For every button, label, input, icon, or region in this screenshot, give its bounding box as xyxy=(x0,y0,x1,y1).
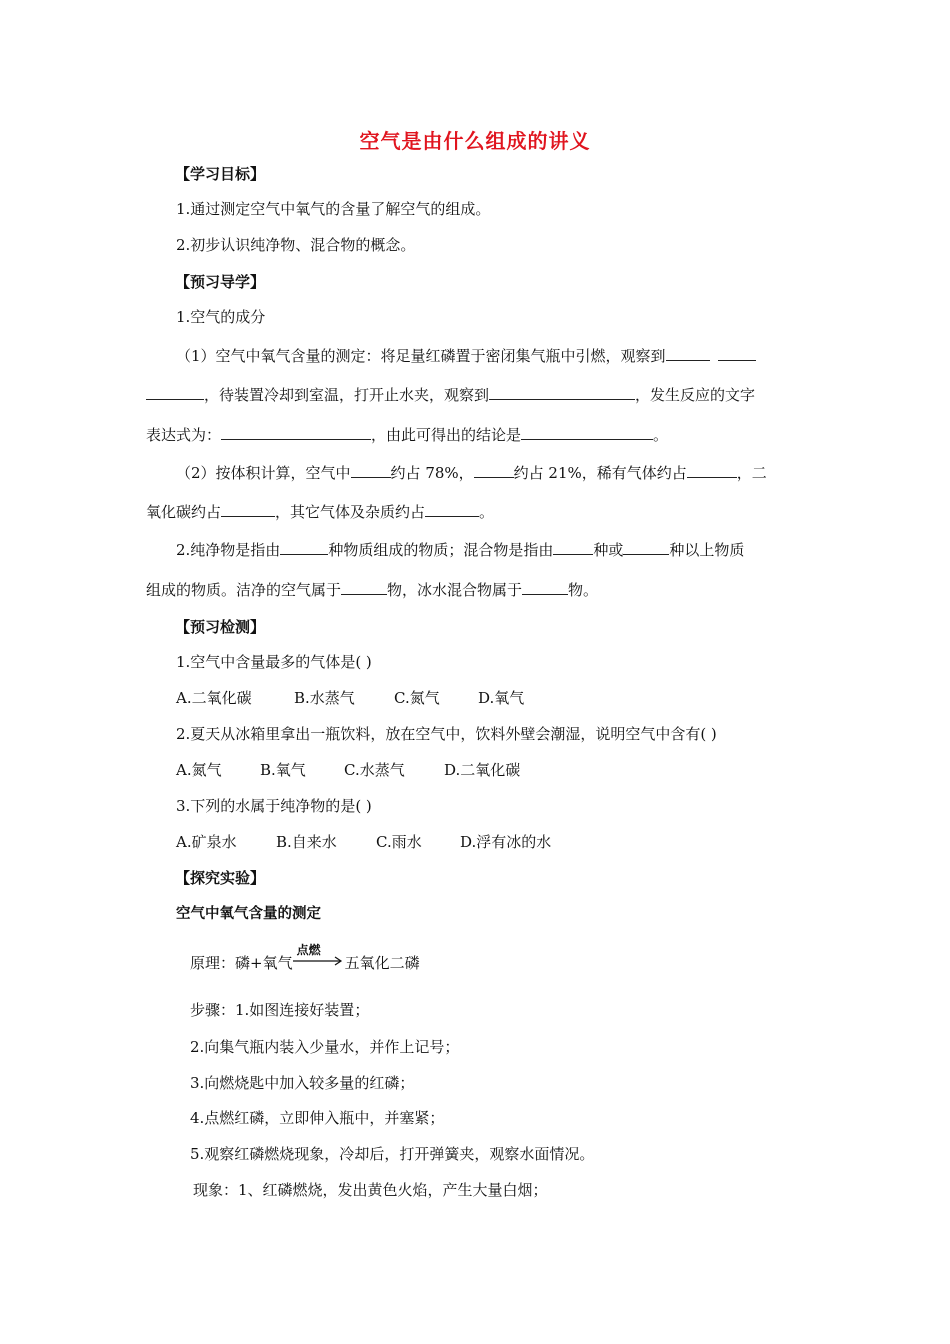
question-2-options xyxy=(176,760,520,780)
blank[interactable] xyxy=(666,346,710,361)
phenomenon: 现象：1、红磷燃烧，发出黄色火焰，产生大量白烟； xyxy=(193,1181,548,1199)
para3-line1 xyxy=(176,540,744,560)
explore-heading: 【探究实验】 xyxy=(175,869,266,887)
blank[interactable] xyxy=(522,580,568,595)
para2-text-f: ，其它气体及杂质约占 xyxy=(275,503,426,521)
para1-text-d: 表达式为： xyxy=(146,426,222,444)
para1-line1 xyxy=(176,346,756,366)
goals-heading: 【学习目标】 xyxy=(175,165,266,183)
para1-text-b: ，待装置冷却到室温，打开止水夹，观察到 xyxy=(204,386,490,404)
option-c[interactable]: C.氮气 xyxy=(394,689,440,707)
option-b[interactable]: B.水蒸气 xyxy=(294,689,355,707)
blank[interactable] xyxy=(280,540,328,555)
blank[interactable] xyxy=(687,463,737,478)
blank[interactable] xyxy=(718,346,756,361)
para2-text-a: （2）按体积计算，空气中 xyxy=(176,464,351,482)
blank[interactable] xyxy=(351,463,391,478)
option-c[interactable]: C.雨水 xyxy=(376,833,422,851)
para3-text-f: 物，冰水混合物属于 xyxy=(387,581,523,599)
para3-line2 xyxy=(146,580,598,600)
para2-text-b: 约占 78%， xyxy=(390,464,474,482)
question-3: 3.下列的水属于纯净物的是( ) xyxy=(176,797,372,815)
option-d[interactable]: D.浮有冰的水 xyxy=(460,833,552,851)
goal-item-1: 1.通过测定空气中氧气的含量了解空气的组成。 xyxy=(176,200,491,218)
step-5: 5.观察红磷燃烧现象，冷却后，打开弹簧夹，观察水面情况。 xyxy=(190,1145,595,1163)
option-b[interactable]: B.自来水 xyxy=(276,833,337,851)
para2-text-g: 。 xyxy=(479,503,495,521)
para1-line2 xyxy=(146,385,755,405)
blank[interactable] xyxy=(553,540,593,555)
para2-text-e: 氧化碳约占 xyxy=(146,503,222,521)
option-d[interactable]: D.氧气 xyxy=(478,689,525,707)
blank[interactable] xyxy=(221,425,371,440)
blank[interactable] xyxy=(146,385,204,400)
option-c[interactable]: C.水蒸气 xyxy=(344,761,405,779)
para1-text-a: （1）空气中氧气含量的测定：将足量红磷置于密闭集气瓶中引燃，观察到 xyxy=(176,347,666,365)
para3-text-d: 种以上物质 xyxy=(669,541,745,559)
para2-text-d: ，二 xyxy=(736,464,767,482)
reaction-condition: 点燃 xyxy=(296,943,321,957)
blank[interactable] xyxy=(489,385,635,400)
arrow-icon xyxy=(293,951,345,971)
question-2: 2.夏天从冰箱里拿出一瓶饮料，放在空气中，饮料外壁会潮湿，说明空气中含有( ) xyxy=(176,725,717,743)
para1-text-f: 。 xyxy=(653,426,669,444)
step-3: 3.向燃烧匙中加入较多量的红磷； xyxy=(190,1074,415,1092)
step-1: 步骤：1.如图连接好装置； xyxy=(190,1001,370,1019)
explore-subheading: 空气中氧气含量的测定 xyxy=(176,906,321,922)
page-title: 空气是由什么组成的讲义 xyxy=(359,129,591,153)
option-a[interactable]: A.矿泉水 xyxy=(176,833,237,851)
para1-text-c: ，发生反应的文字 xyxy=(635,386,756,404)
option-d[interactable]: D.二氧化碳 xyxy=(444,761,521,779)
blank[interactable] xyxy=(341,580,387,595)
blank[interactable] xyxy=(623,540,669,555)
question-1-options xyxy=(176,688,524,708)
para1-line3 xyxy=(146,425,668,445)
blank[interactable] xyxy=(221,502,275,517)
blank[interactable] xyxy=(474,463,514,478)
option-b[interactable]: B.氧气 xyxy=(260,761,306,779)
reaction-arrow xyxy=(293,943,345,971)
goal-item-2: 2.初步认识纯净物、混合物的概念。 xyxy=(176,236,416,254)
para3-text-b: 种物质组成的物质；混合物是指由 xyxy=(328,541,554,559)
para2-line2 xyxy=(146,502,494,522)
step-4: 4.点燃红磷，立即伸入瓶中，并塞紧； xyxy=(190,1109,445,1127)
question-1: 1.空气中含量最多的气体是( ) xyxy=(176,653,372,671)
principle-product: 五氧化二磷 xyxy=(344,954,420,972)
question-3-options xyxy=(176,832,551,852)
blank[interactable] xyxy=(425,502,479,517)
para3-text-c: 种或 xyxy=(593,541,624,559)
preview-heading: 【预习导学】 xyxy=(175,273,266,291)
para2-line1 xyxy=(176,463,767,483)
principle-prefix: 原理：磷+氧气 xyxy=(190,954,293,972)
para1-text-e: ，由此可得出的结论是 xyxy=(371,426,522,444)
step-2: 2.向集气瓶内装入少量水，并作上记号； xyxy=(190,1038,460,1056)
option-a[interactable]: A.氮气 xyxy=(176,761,222,779)
option-a[interactable]: A.二氧化碳 xyxy=(176,689,252,707)
para3-text-e: 组成的物质。洁净的空气属于 xyxy=(146,581,342,599)
blank[interactable] xyxy=(521,425,653,440)
principle-line xyxy=(190,943,420,973)
para3-text-g: 物。 xyxy=(568,581,599,599)
para2-text-c: 约占 21%，稀有气体约占 xyxy=(513,464,687,482)
para3-text-a: 2.纯净物是指由 xyxy=(176,541,281,559)
check-heading: 【预习检测】 xyxy=(175,618,266,636)
preview-item-1: 1.空气的成分 xyxy=(176,308,266,326)
